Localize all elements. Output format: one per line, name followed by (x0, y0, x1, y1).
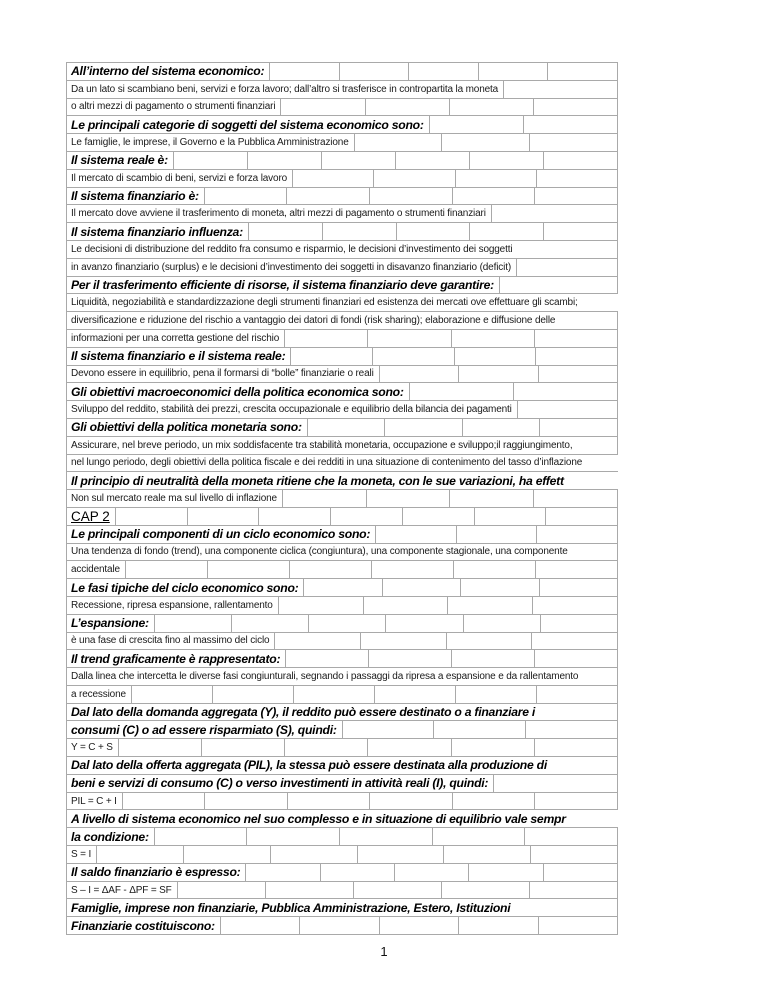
empty-cell (303, 579, 381, 596)
question-cell (67, 419, 307, 436)
cell-text: Il saldo finanziario è espresso: (71, 865, 241, 880)
cell-text: Il principio di neutralità della moneta ritiene che la moneta, con le sue variazioni, ha effett (71, 473, 564, 488)
empty-cell (441, 134, 529, 151)
cell-text: Dal lato della domanda aggregata (Y), il reddito può essere destinato o a finanziare i (71, 705, 536, 720)
empty-cell (330, 508, 402, 525)
empty-cell (320, 864, 394, 881)
question-cell (67, 757, 552, 774)
empty-cell (469, 223, 543, 240)
empty-cell (207, 561, 289, 578)
answer-cell (67, 241, 517, 258)
empty-cell (533, 99, 617, 116)
empty-cell (357, 846, 444, 863)
question-cell (67, 650, 285, 667)
empty-cell (292, 170, 373, 187)
empty-cell (474, 508, 546, 525)
table-row (66, 187, 618, 206)
empty-cell (118, 739, 201, 756)
cell-text: Sviluppo del reddito, stabilità dei prezzi, crescita occupazionale e equilibrio della bilancia dei pagamenti (71, 404, 512, 416)
empty-cell (368, 650, 451, 667)
empty-cell (367, 330, 450, 347)
answer-cell (67, 170, 292, 187)
empty-cell (545, 508, 617, 525)
empty-cell (270, 846, 357, 863)
empty-cell (441, 882, 529, 899)
empty-cell (289, 561, 371, 578)
empty-cell (339, 63, 409, 80)
empty-cell (539, 579, 617, 596)
cell-text: in avanzo finanziario (surplus) e le decisioni d’investimento dei soggetti in disavanzo finanziario (deficit) (71, 261, 511, 273)
empty-cell (540, 615, 617, 632)
cell-text: Il sistema finanziario e il sistema reale: (71, 349, 286, 364)
empty-cell (379, 917, 458, 934)
table-row (66, 115, 618, 134)
empty-cell (408, 63, 478, 80)
empty-cell (371, 561, 453, 578)
table-row (66, 98, 618, 117)
table-row (66, 792, 618, 811)
table-row (66, 293, 618, 312)
cell-text: Gli obiettivi della politica monetaria sono: (71, 420, 302, 435)
empty-cell (131, 686, 212, 703)
question-cell (67, 810, 571, 827)
empty-cell (125, 561, 207, 578)
question-cell (67, 188, 204, 205)
table-row (66, 738, 618, 757)
answer-cell (67, 455, 587, 472)
cell-text: a recessione (71, 688, 126, 700)
table-row (66, 756, 618, 775)
table-row (66, 667, 618, 686)
cell-text: Per il trasferimento efficiente di risorse, il sistema finanziario deve garantire: (71, 277, 494, 292)
cell-text: Recessione, ripresa espansione, rallentamento (71, 599, 273, 611)
empty-cell (452, 793, 535, 810)
empty-cell (533, 490, 617, 507)
cell-text: S – I = ΔAF - ΔPF = SF (71, 884, 172, 896)
table-row (66, 898, 618, 917)
table-row (66, 365, 618, 384)
table-row (66, 703, 618, 722)
empty-cell (478, 63, 548, 80)
empty-cell (456, 526, 537, 543)
cell-text: Y = C + S (71, 742, 113, 754)
table-row (66, 774, 618, 793)
cell-text: CAP 2 (71, 508, 110, 524)
table-row (66, 685, 618, 704)
empty-cell (463, 615, 540, 632)
empty-cell (246, 828, 339, 845)
table-row (66, 329, 618, 348)
cell-text: Gli obiettivi macroeconomici della politica economica sono: (71, 384, 404, 399)
empty-cell (523, 116, 617, 133)
empty-cell (372, 348, 454, 365)
empty-cell (535, 348, 617, 365)
answer-cell (67, 259, 516, 276)
empty-cell (409, 383, 513, 400)
empty-cell (396, 223, 470, 240)
empty-cell (278, 597, 363, 614)
cell-text: Le fasi tipiche del ciclo economico sono: (71, 580, 299, 595)
empty-cell (154, 615, 231, 632)
empty-cell (529, 882, 617, 899)
empty-cell (265, 882, 353, 899)
answer-cell (67, 134, 354, 151)
empty-cell (534, 739, 617, 756)
empty-cell (451, 739, 534, 756)
cell-text: S = I (71, 848, 92, 860)
empty-cell (360, 633, 446, 650)
empty-cell (321, 152, 395, 169)
empty-cell (516, 259, 617, 276)
cell-text: nel lungo periodo, degli obiettivi della politica fiscale e dei redditi in una situazione di contenimento del tasso d’inflazione (71, 457, 583, 469)
empty-cell (469, 152, 543, 169)
table-row (66, 436, 618, 455)
table-row (66, 347, 618, 366)
table-row (66, 916, 618, 935)
question-cell (67, 383, 409, 400)
cell-text: Il sistema finanziario influenza: (71, 224, 243, 239)
answer-cell (67, 544, 573, 561)
empty-cell (183, 846, 270, 863)
table-row (66, 240, 618, 259)
cell-text: è una fase di crescita fino al massimo del ciclo (71, 635, 270, 647)
answer-cell (67, 330, 284, 347)
empty-cell (455, 170, 536, 187)
question-cell (67, 152, 173, 169)
answer-cell (67, 366, 379, 383)
empty-cell (538, 917, 617, 934)
table-row (66, 418, 618, 437)
answer-cell (67, 668, 583, 685)
empty-cell (532, 597, 617, 614)
empty-cell (385, 615, 462, 632)
answer-cell (67, 686, 131, 703)
empty-cell (212, 686, 293, 703)
empty-cell (353, 882, 441, 899)
empty-cell (462, 419, 540, 436)
empty-cell (282, 490, 366, 507)
cell-text: Devono essere in equilibrio, pena il formarsi di “bolle” finanziarie o reali (71, 368, 374, 380)
cell-text: Famiglie, imprese non finanziarie, Pubblica Amministrazione, Estero, Istituzioni (71, 900, 511, 915)
table-row (66, 649, 618, 668)
empty-cell (384, 419, 462, 436)
empty-cell (499, 277, 617, 294)
empty-cell (458, 917, 537, 934)
empty-cell (122, 793, 205, 810)
table-row (66, 258, 618, 277)
empty-cell (453, 561, 535, 578)
table-row (66, 311, 618, 330)
table-row (66, 80, 618, 99)
empty-cell (449, 99, 533, 116)
empty-cell (395, 152, 469, 169)
page-number: 1 (380, 944, 388, 959)
table-row (66, 560, 618, 579)
empty-cell (531, 633, 617, 650)
empty-cell (517, 401, 617, 418)
question-cell (67, 63, 269, 80)
table-row (66, 382, 618, 401)
empty-cell (447, 597, 532, 614)
empty-cell (513, 383, 617, 400)
table-row (66, 204, 618, 223)
empty-cell (455, 686, 536, 703)
empty-cell (543, 152, 617, 169)
empty-cell (451, 330, 534, 347)
table-row (66, 809, 618, 828)
answer-cell (67, 846, 96, 863)
empty-cell (460, 579, 538, 596)
empty-cell (187, 508, 259, 525)
empty-cell (446, 633, 532, 650)
empty-cell (363, 597, 448, 614)
cell-text: All’interno del sistema economico: (71, 64, 265, 79)
empty-cell (529, 134, 617, 151)
question-cell (67, 899, 515, 916)
empty-cell (536, 526, 617, 543)
empty-cell (339, 828, 432, 845)
cell-text: Da un lato si scambiano beni, servizi e forza lavoro; dall’altro si trasferisce in contropartita la moneta (71, 83, 499, 95)
table-row (66, 881, 618, 900)
empty-cell (539, 419, 617, 436)
answer-cell (67, 99, 280, 116)
table-row (66, 400, 618, 419)
empty-cell (204, 188, 287, 205)
empty-cell (369, 188, 452, 205)
question-cell (67, 615, 154, 632)
empty-cell (535, 561, 617, 578)
empty-cell (290, 348, 372, 365)
cell-text: Il trend graficamente è rappresentato: (71, 651, 281, 666)
table-row (66, 863, 618, 882)
empty-cell (402, 508, 474, 525)
question-cell (67, 348, 290, 365)
question-cell (67, 917, 220, 934)
empty-cell (248, 223, 322, 240)
table-row (66, 845, 618, 864)
cell-text: Il mercato dove avviene il trasferimento di moneta, altri mezzi di pagamento o strumenti finanziari (71, 208, 486, 220)
empty-cell (538, 366, 617, 383)
section-cell (67, 508, 115, 525)
empty-cell (375, 526, 456, 543)
empty-cell (449, 490, 533, 507)
empty-cell (452, 188, 535, 205)
cell-text: A livello di sistema economico nel suo complesso e in situazione di equilibrio vale sempr (71, 811, 566, 826)
answer-cell (67, 312, 560, 329)
cell-text: Le principali categorie di soggetti del sistema economico sono: (71, 117, 424, 132)
table-row (66, 632, 618, 651)
table-row (66, 471, 618, 490)
empty-cell (322, 223, 396, 240)
table-row (66, 489, 618, 508)
cell-text: Dal lato della offerta aggregata (PIL), la stessa può essere destinata alla produzione di (71, 758, 547, 773)
empty-cell (177, 882, 265, 899)
answer-cell (67, 437, 577, 454)
question-cell (67, 775, 493, 792)
empty-cell (530, 846, 617, 863)
table-row (66, 543, 618, 562)
empty-cell (394, 864, 468, 881)
empty-cell (354, 134, 442, 151)
answer-cell (67, 81, 503, 98)
empty-cell (293, 686, 374, 703)
cell-text: o altri mezzi di pagamento o strumenti finanziari (71, 101, 276, 113)
question-cell (67, 526, 375, 543)
empty-cell (379, 366, 458, 383)
table-row (66, 596, 618, 615)
question-cell (67, 472, 569, 489)
empty-cell (286, 188, 369, 205)
empty-cell (429, 116, 523, 133)
empty-cell (173, 152, 247, 169)
empty-cell (525, 721, 617, 738)
answer-cell (67, 633, 274, 650)
empty-cell (382, 579, 460, 596)
empty-cell (534, 650, 617, 667)
answer-cell (67, 882, 177, 899)
empty-cell (247, 152, 321, 169)
empty-cell (308, 615, 385, 632)
empty-cell (365, 99, 449, 116)
table-row (66, 525, 618, 544)
cell-text: PIL = C + I (71, 795, 117, 807)
table-row (66, 827, 618, 846)
empty-cell (503, 81, 617, 98)
question-cell (67, 579, 303, 596)
empty-cell (547, 63, 617, 80)
empty-cell (491, 205, 617, 222)
empty-cell (154, 828, 247, 845)
empty-cell (458, 366, 537, 383)
cell-text: la condizione: (71, 829, 149, 844)
empty-cell (342, 721, 434, 738)
empty-cell (284, 739, 367, 756)
empty-cell (443, 846, 530, 863)
cell-text: Dalla linea che intercetta le diverse fasi congiunturali, segnando i passaggi da ripresa a espansione e da rallentamento (71, 670, 579, 682)
answer-cell (67, 561, 125, 578)
empty-cell (374, 686, 455, 703)
answer-cell (67, 294, 583, 311)
table-row (66, 62, 618, 81)
empty-cell (433, 721, 525, 738)
empty-cell (534, 188, 617, 205)
table-row (66, 222, 618, 241)
empty-cell (543, 864, 617, 881)
question-cell (67, 721, 342, 738)
cell-text: informazioni per una corretta gestione del rischio (71, 332, 280, 344)
question-cell (67, 116, 429, 133)
cell-text: Le decisioni di distribuzione del reddito fra consumo e risparmio, le decisioni d’investimento dei soggetti (71, 243, 513, 255)
cell-text: diversificazione e riduzione del rischio a vantaggio dei datori di fondi (risk sharing); elaborazione e diffusione delle (71, 315, 556, 327)
answer-cell (67, 401, 517, 418)
empty-cell (307, 419, 385, 436)
empty-cell (96, 846, 183, 863)
empty-cell (451, 650, 534, 667)
cell-text: Le principali componenti di un ciclo economico sono: (71, 527, 371, 542)
empty-cell (373, 170, 454, 187)
question-cell (67, 828, 154, 845)
empty-cell (220, 917, 299, 934)
empty-cell (115, 508, 187, 525)
cell-text: beni e servizi di consumo (C) o verso investimenti in attività reali (I), quindi: (71, 776, 489, 791)
cell-text: Liquidità, negoziabilità e standardizzazione degli strumenti finanziari ed esistenza dei mercati ove effettuare gli scambi; (71, 297, 578, 309)
empty-cell (543, 223, 617, 240)
empty-cell (534, 793, 617, 810)
cell-text: accidentale (71, 564, 120, 576)
empty-cell (524, 828, 617, 845)
empty-cell (204, 793, 287, 810)
empty-cell (269, 63, 339, 80)
cell-text: Le famiglie, le imprese, il Governo e la Pubblica Amministrazione (71, 137, 349, 149)
empty-cell (258, 508, 330, 525)
answer-cell (67, 793, 122, 810)
table-row (66, 507, 618, 526)
empty-cell (367, 739, 450, 756)
cell-text: Non sul mercato reale ma sul livello di inflazione (71, 493, 277, 505)
cell-text: L’espansione: (71, 616, 149, 631)
empty-cell (274, 633, 360, 650)
empty-cell (245, 864, 319, 881)
empty-cell (287, 793, 370, 810)
empty-cell (284, 330, 367, 347)
empty-cell (369, 793, 452, 810)
table-row (66, 276, 618, 295)
question-cell (67, 277, 499, 294)
cell-text: Il mercato di scambio di beni, servizi e forza lavoro (71, 172, 288, 184)
table-row (66, 614, 618, 633)
empty-cell (366, 490, 450, 507)
question-cell (67, 864, 245, 881)
table-row (66, 454, 618, 473)
cell-text: Finanziarie costituiscono: (71, 918, 215, 933)
table-row (66, 151, 618, 170)
empty-cell (454, 348, 536, 365)
empty-cell (280, 99, 364, 116)
table-row (66, 133, 618, 152)
cell-text: consumi (C) o ad essere risparmiato (S), quindi: (71, 722, 337, 737)
empty-cell (536, 686, 617, 703)
flashcard-table (66, 62, 618, 935)
empty-cell (468, 864, 542, 881)
empty-cell (536, 170, 617, 187)
answer-cell (67, 490, 282, 507)
answer-cell (67, 205, 491, 222)
empty-cell (299, 917, 378, 934)
table-row (66, 169, 618, 188)
table-row (66, 720, 618, 739)
cell-text: Assicurare, nel breve periodo, un mix soddisfacente tra stabilità monetaria, occupazione e sviluppo;il raggiungimento, (71, 439, 573, 451)
empty-cell (285, 650, 368, 667)
cell-text: Il sistema finanziario è: (71, 188, 199, 203)
table-row (66, 578, 618, 597)
empty-cell (231, 615, 308, 632)
empty-cell (493, 775, 617, 792)
empty-cell (534, 330, 617, 347)
cell-text: Una tendenza di fondo (trend), una componente ciclica (congiuntura), una componente stagionale, una componente (71, 546, 568, 558)
cell-text: Il sistema reale è: (71, 153, 168, 168)
question-cell (67, 704, 540, 721)
answer-cell (67, 739, 118, 756)
empty-cell (201, 739, 284, 756)
empty-cell (432, 828, 525, 845)
answer-cell (67, 597, 278, 614)
question-cell (67, 223, 248, 240)
